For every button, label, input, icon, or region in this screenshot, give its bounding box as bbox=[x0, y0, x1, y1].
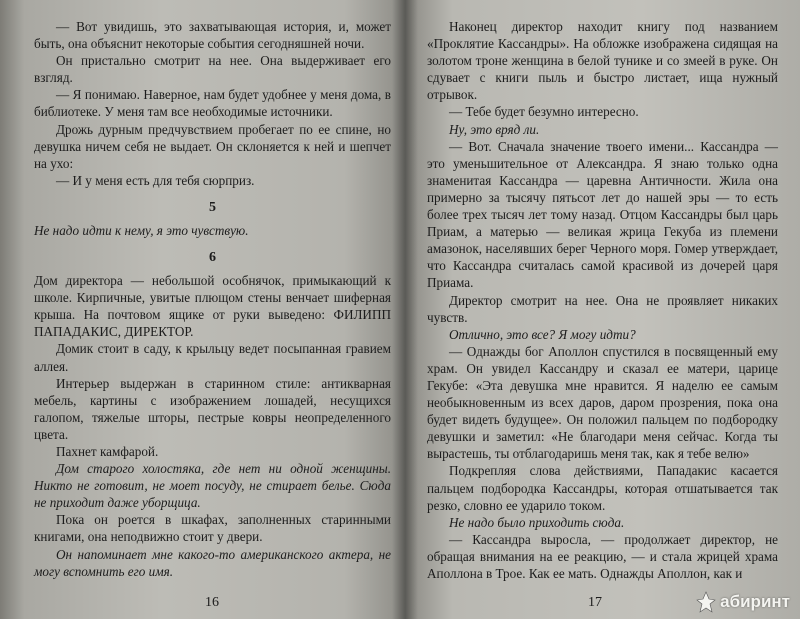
right-page-text bbox=[427, 18, 778, 582]
italic-paragraph: Не надо идти к нему, я это чувствую. bbox=[34, 222, 249, 238]
italic-paragraph: Не надо было приходить сюда. bbox=[449, 514, 625, 530]
page-number-right: 17 bbox=[588, 595, 602, 610]
paragraph: Он пристально смотрит на нее. Она выдерживает его взгляд. bbox=[34, 53, 391, 86]
italic-paragraph: Дом старого холостяка, где нет ни одной женщины. Никто не готовит, не моет посуду, не стирает белье. Сюда не приходит даже уборщица. bbox=[34, 461, 391, 511]
left-page-text bbox=[34, 18, 391, 580]
watermark bbox=[696, 591, 790, 613]
watermark-text: абиринт bbox=[720, 592, 790, 611]
paragraph: Директор смотрит на нее. Она не проявляет никаких чувств. bbox=[427, 292, 778, 325]
chapter-number: 5 bbox=[209, 199, 216, 215]
paragraph: Пока он роется в шкафах, заполненных старинными книгами, она неподвижно стоит у двери. bbox=[34, 512, 391, 545]
paragraph: — Вот увидишь, это захватывающая история, и, может быть, она объяснит некоторые события сегодняшней ночи. bbox=[34, 19, 391, 52]
page-number-left: 16 bbox=[205, 595, 219, 610]
labirint-logo-icon bbox=[696, 591, 716, 613]
paragraph: — Вот. Сначала значение твоего имени... Кассандра — это уменьшительное от Александра. Я знаю только одна знаменитая Кассандра — царевна Античности. Жила она примерно за тысячу пятьсот лет до нашей эры — то есть более трех тысяч лет тому назад. Отцом Кассандры был царь Приам, а матерью — великая жрица Гекуба из племени амазонок, населявших берег Черного моря. Гомер утверждает, что Кассандра считалась самой красивой из дочерей царя Приама. bbox=[427, 138, 778, 291]
italic-paragraph: Ну, это вряд ли. bbox=[449, 121, 540, 137]
paragraph: Дрожь дурным предчувствием пробегает по ее спине, но девушка ничем себя не выдает. Он склоняется к ней и шепчет на ухо: bbox=[34, 121, 391, 171]
paragraph: Подкрепляя слова действиями, Пападакис касается пальцем подбородка Кассандры, которая отшатывается так резко, словно ее ударило током. bbox=[427, 463, 778, 513]
paragraph: Наконец директор находит книгу под названием «Проклятие Кассандры». На обложке изображена сидящая на золотом троне женщина в белой тунике и со змеей в руке. Он сдувает с книги пыль и быстро листает, ища нужный отрывок. bbox=[427, 19, 778, 103]
paragraph: — Я понимаю. Наверное, нам будет удобнее у меня дома, в библиотеке. У меня там все необходимые источники. bbox=[34, 87, 391, 120]
paragraph: Интерьер выдержан в старинном стиле: антикварная мебель, картины с изображением лошадей, несущихся галопом, тяжелые шторы, пестрые ковры неопределенного цвета. bbox=[34, 375, 391, 442]
italic-paragraph: Отлично, это все? Я могу идти? bbox=[449, 326, 636, 342]
book-gutter bbox=[392, 0, 418, 619]
paragraph: Домик стоит в саду, к крыльцу ведет посыпанная гравием аллея. bbox=[34, 341, 391, 374]
right-page bbox=[405, 0, 800, 619]
paragraph: — Тебе будет безумно интересно. bbox=[449, 104, 639, 120]
chapter-number: 6 bbox=[209, 250, 216, 266]
paragraph: — Однажды бог Аполлон спустился в посвященный ему храм. Он увидел Кассандру и сказал ее матери, царице Гекубе: «Эта девушка мне нравится. Я наделю ее самым необыкновенным из всех даров, даром прозрения, пока она будет видеть будущее». Он положил пальцем по подбородку девушки и заметил: «Не благодари меня сейчас. Когда ты вырастешь, ты отблагодаришь меня так, как я тебе велю» bbox=[427, 343, 778, 462]
paragraph: — И у меня есть для тебя сюрприз. bbox=[56, 172, 255, 188]
paragraph: — Кассандра выросла, — продолжает директор, не обращая внимания на ее реакцию, — и стала жрицей храма Аполлона в Трое. Как ее мать. Однажды Аполлон, как и bbox=[427, 531, 778, 581]
italic-paragraph: Он напоминает мне какого-то американского актера, не могу вспомнить его имя. bbox=[34, 546, 391, 579]
paragraph: Пахнет камфарой. bbox=[56, 443, 159, 459]
paragraph: Дом директора — небольшой особнячок, примыкающий к школе. Кирпичные, увитые плющом стены венчает шиферная крыша. На почтовом ящике от руки выведено: ФИЛИПП ПАПАДАКИС, ДИРЕКТОР. bbox=[34, 273, 391, 340]
